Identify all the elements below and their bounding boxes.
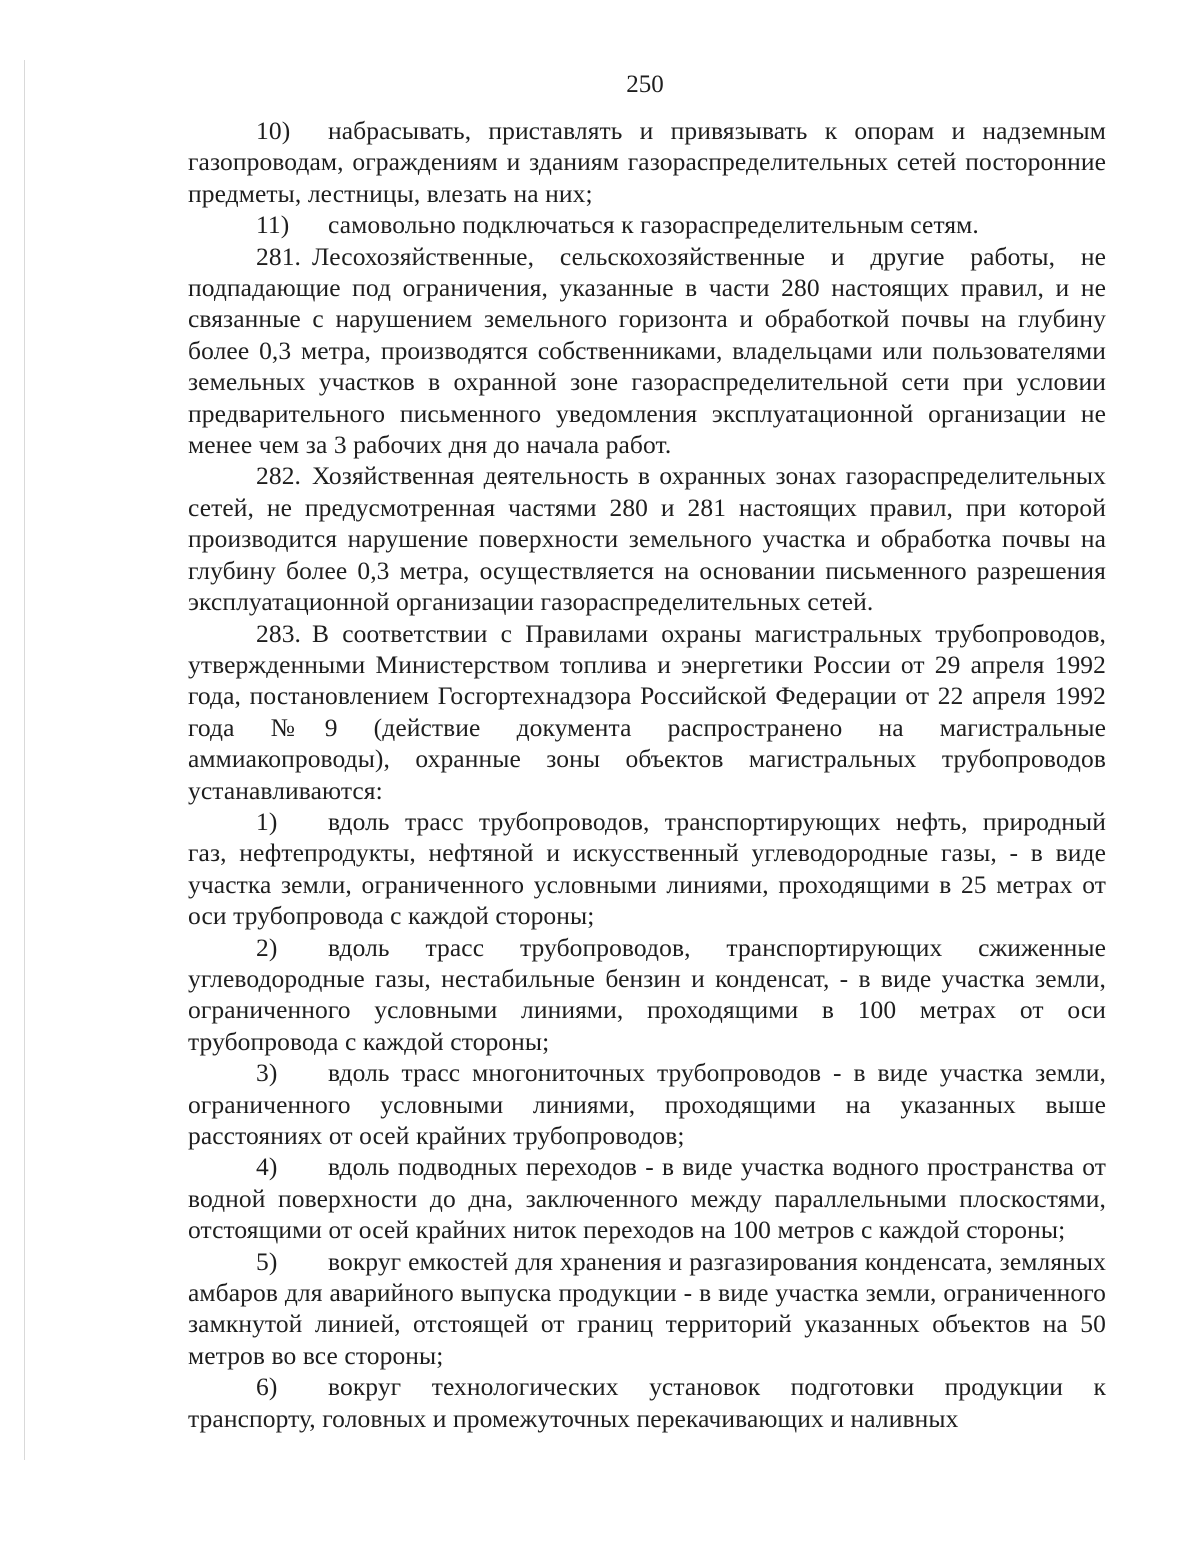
clause-283: [188, 618, 1106, 806]
document-body: [188, 115, 1106, 1434]
item-text: вокруг емкостей для хранения и разгазирования конденсата, земляных амбаров для аварийного выпуска продукции - в виде участка земли, ограниченного замкнутой линией, отстоящей от границ территорий указанных объектов на 50 метров во все стороны;: [188, 1246, 1106, 1370]
item-number: 5): [256, 1246, 278, 1276]
subitem-6: [188, 1371, 1106, 1434]
subitem-2: [188, 932, 1106, 1058]
clause-text: Лесохозяйственные, сельскохозяйственные и другие работы, не подпадающие под ограничения, указанные в части 280 настоящих правил, и не связанные с нарушением земельного горизонта и обработкой почвы на глубину более 0,3 метра, производятся собственниками, владельцами или пользователями земельных участков в охранной зоне газораспределительной сети при условии предварительного письменного уведомления эксплуатационной организации не менее чем за 3 рабочих дня до начала работ.: [188, 241, 1106, 460]
clause-text: В соответствии с Правилами охраны магистральных трубопроводов, утвержденными Министерством топлива и энергетики России от 29 апреля 1992 года, постановлением Госгортехнадзора Российской Федерации от 22 апреля 1992 года №9 (действие документа распространено на магистральные аммиакопроводы), охранные зоны объектов магистральных трубопроводов устанавливаются:: [188, 618, 1106, 805]
item-number: 1): [256, 806, 278, 836]
item-number: 4): [256, 1152, 278, 1182]
item-10: [188, 115, 1106, 209]
item-number: 2): [256, 932, 278, 962]
item-number: 11): [256, 210, 290, 240]
page-number: 250: [626, 71, 664, 98]
item-text: набрасывать, приставлять и привязывать к опорам и надземным газопроводам, ограждениям и зданиям газораспределительных сетей посторонние предметы, лестницы, влезать на них;: [188, 116, 1106, 208]
item-number: 6): [256, 1372, 278, 1402]
item-text: вдоль трасс трубопроводов, транспортирующих нефть, природный газ, нефтепродукты, нефтяной и искусственный углеводородные газы, - в виде участка земли, ограниченного условными линиями, проходящими в 25 метрах от оси трубопровода с каждой стороны;: [188, 806, 1106, 931]
clause-282: [188, 460, 1106, 617]
item-text: вдоль подводных переходов - в виде участка водного пространства от водной поверхности до дна, заключенного между параллельными плоскостями, отстоящими от осей крайних ниток переходов на 100 метров с каждой стороны;: [188, 1152, 1106, 1245]
clause-text: Хозяйственная деятельность в охранных зонах газораспределительных сетей, не предусмотренная частями 280 и 281 настоящих правил, при которой производится нарушение поверхности земельного участка и обработка почвы на глубину более 0,3 метра, осуществляется на основании письменного разрешения эксплуатационной организации газораспределительных сетей.: [188, 461, 1106, 617]
subitem-5: [188, 1246, 1106, 1372]
item-text: вдоль трасс трубопроводов, транспортирующих сжиженные углеводородные газы, нестабильные бензин и конденсат, - в виде участка земли, ограниченного условными линиями, проходящими в 100 метрах от оси трубопровода с каждой стороны;: [188, 932, 1106, 1056]
scan-edge: [24, 60, 25, 1460]
item-text: вокруг технологических установок подготовки продукции к транспорту, головных и промежуточных перекачивающих и наливных: [188, 1372, 1106, 1433]
subitem-3: [188, 1057, 1106, 1151]
subitem-4: [188, 1151, 1106, 1245]
item-number: 3): [256, 1058, 278, 1088]
item-number: 10): [256, 116, 291, 145]
clause-281: [188, 241, 1106, 461]
item-11: [188, 209, 1106, 240]
subitem-1: [188, 806, 1106, 932]
clause-number: 282.: [256, 461, 302, 491]
item-text: самовольно подключаться к газораспределительным сетям.: [328, 210, 979, 240]
clause-number: 281.: [256, 241, 302, 271]
clause-number: 283.: [256, 618, 302, 648]
item-text: вдоль трасс многониточных трубопроводов - в виде участка земли, ограниченного условными линиями, проходящими на указанных выше расстояниях от осей крайних трубопроводов;: [188, 1058, 1106, 1150]
